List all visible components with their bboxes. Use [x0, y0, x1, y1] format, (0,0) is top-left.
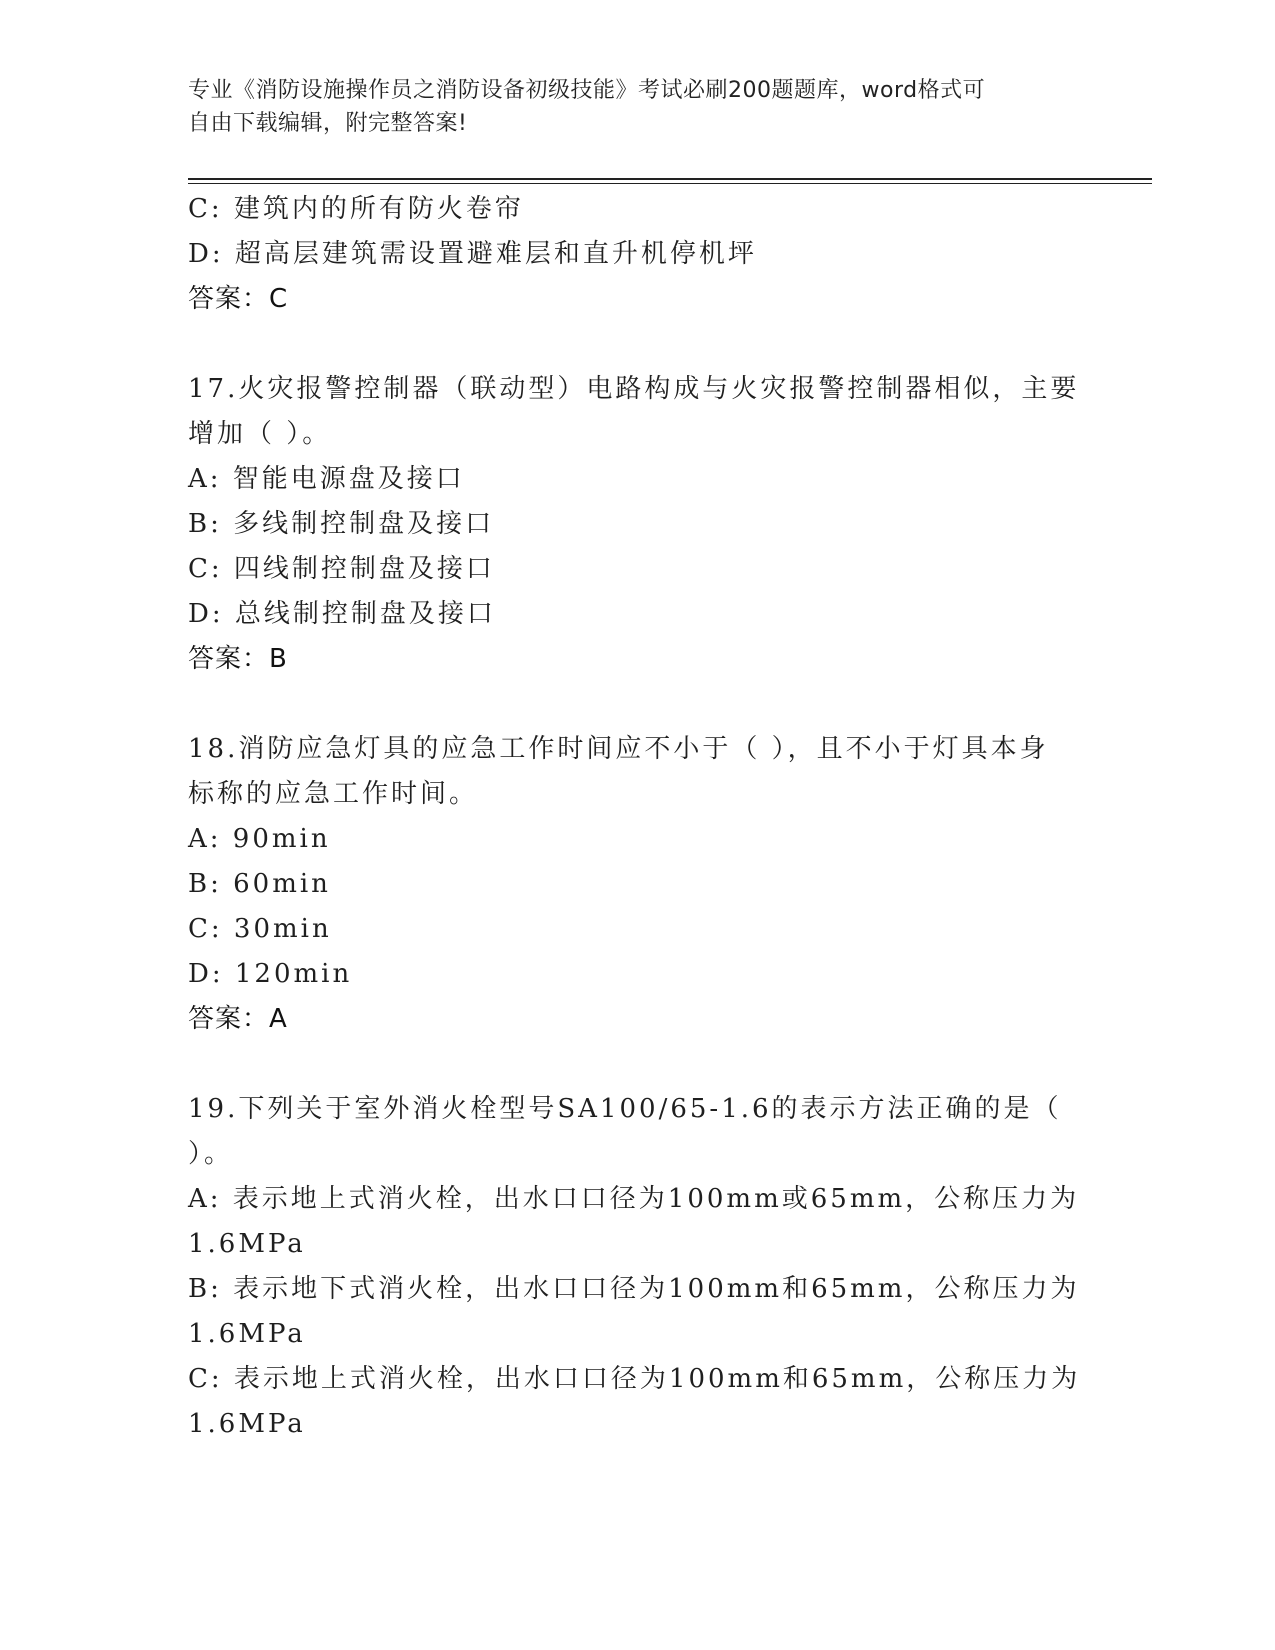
- q18-option-c: C: 30min: [188, 914, 332, 944]
- q19-stem-line-2: ）。: [188, 1139, 234, 1169]
- q17-option-a: A: 智能电源盘及接口: [188, 464, 465, 494]
- q19-stem-line-1: 19.下列关于室外消火栓型号SA100/65-1.6的表示方法正确的是（: [188, 1094, 1062, 1124]
- q19-option-b-line-2: 1.6MPa: [188, 1319, 306, 1349]
- q18-answer: 答案：A: [188, 1004, 288, 1034]
- prev-option-d: D: 超高层建筑需设置避难层和直升机停机坪: [188, 239, 757, 269]
- header-divider-thick: [188, 178, 1152, 180]
- q17-option-d: D: 总线制控制盘及接口: [188, 599, 496, 629]
- q18-option-a: A: 90min: [188, 824, 331, 854]
- q18-stem-line-1: 18.消防应急灯具的应急工作时间应不小于（ ），且不小于灯具本身: [188, 734, 1049, 764]
- header-divider-thin: [188, 183, 1152, 184]
- q17-option-b: B: 多线制控制盘及接口: [188, 509, 495, 539]
- q17-stem-line-2: 增加（ ）。: [188, 419, 332, 449]
- prev-answer: 答案：C: [188, 284, 289, 314]
- q18-option-b: B: 60min: [188, 869, 331, 899]
- page-header: [188, 74, 1088, 140]
- q19-option-a-line-2: 1.6MPa: [188, 1229, 306, 1259]
- q17-option-c: C: 四线制控制盘及接口: [188, 554, 495, 584]
- q17-answer: 答案：B: [188, 644, 288, 674]
- q19-option-c-line-2: 1.6MPa: [188, 1409, 306, 1439]
- header-line-1: 专业《消防设施操作员之消防设备初级技能》考试必刷200题题库，word格式可: [188, 78, 986, 103]
- q19-option-b-line-1: B: 表示地下式消火栓，出水口口径为100mm和65mm，公称压力为: [188, 1274, 1080, 1304]
- q19-option-a-line-1: A: 表示地上式消火栓，出水口口径为100mm或65mm，公称压力为: [188, 1184, 1080, 1214]
- q17-stem-line-1: 17.火灾报警控制器（联动型）电路构成与火灾报警控制器相似，主要: [188, 374, 1080, 404]
- q18-option-d: D: 120min: [188, 959, 353, 989]
- header-line-2: 自由下载编辑，附完整答案!: [188, 111, 468, 136]
- q19-option-c-line-1: C: 表示地上式消火栓，出水口口径为100mm和65mm，公称压力为: [188, 1364, 1081, 1394]
- prev-option-c: C: 建筑内的所有防火卷帘: [188, 194, 524, 224]
- q18-stem-line-2: 标称的应急工作时间。: [188, 779, 479, 809]
